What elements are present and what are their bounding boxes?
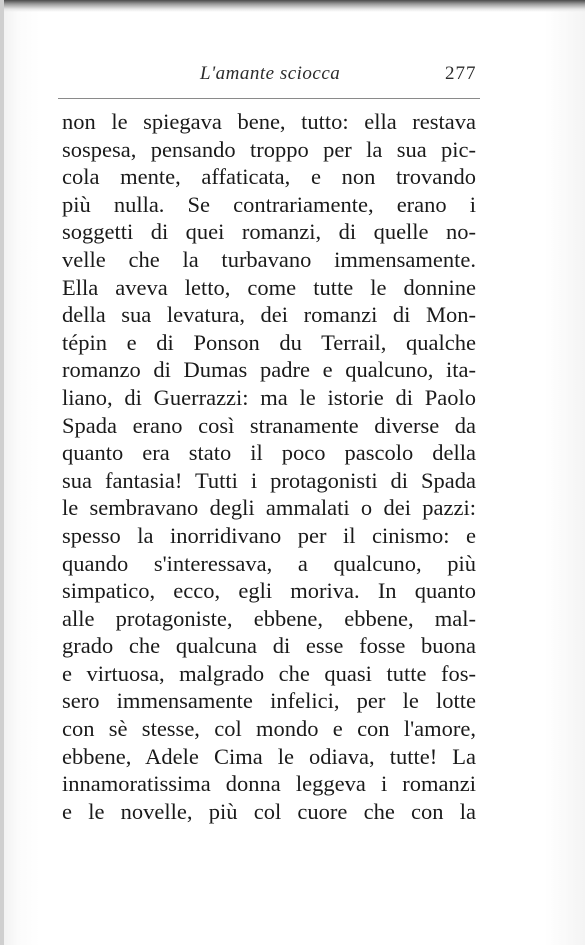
text-line: ebbene, Adele Cima le odiava, tutte! La (62, 743, 476, 769)
text-line: sua fantasia! Tutti i protagonisti di Spada (62, 467, 476, 493)
text-line: soggetti di quei romanzi, di quelle no- (62, 219, 476, 245)
text-line: simpatico, ecco, egli moriva. In quanto (62, 578, 476, 604)
running-title: L'amante sciocca (200, 63, 341, 84)
text-line: sospesa, pensando troppo per la sua pic- (62, 136, 476, 162)
text-line: romanzo di Dumas padre e qualcuno, ita- (62, 357, 476, 383)
text-line: più nulla. Se contrariamente, erano i (62, 191, 476, 217)
text-line: alle protagoniste, ebbene, ebbene, mal- (62, 605, 476, 631)
text-line: tépin e di Ponson du Terrail, qualche (62, 329, 476, 355)
text-line: velle che la turbavano immensamente. (62, 246, 476, 272)
header-rule (58, 98, 480, 99)
text-line: Spada erano così stranamente diverse da (62, 412, 476, 438)
text-line: innamoratissima donna leggeva i romanzi (62, 771, 476, 797)
running-header (0, 60, 585, 90)
scan-top-edge (0, 0, 585, 12)
text-line: con sè stesse, col mondo e con l'amore, (62, 716, 476, 742)
text-line: quando s'interessava, a qualcuno, più (62, 550, 476, 576)
text-line: grado che qualcuna di esse fosse buona (62, 633, 476, 659)
text-line: spesso la inorridivano per il cinismo: e (62, 522, 476, 548)
text-line: non le spiegava bene, tutto: ella restava (62, 109, 476, 134)
text-line: e le novelle, più col cuore che con la (62, 798, 476, 824)
text-line: cola mente, affaticata, e non trovando (62, 164, 476, 190)
body-text (62, 108, 476, 825)
text-line: quanto era stato il poco pascolo della (62, 440, 476, 466)
text-line: e virtuosa, malgrado che quasi tutte fos- (62, 660, 476, 686)
page-number: 277 (445, 63, 477, 84)
scan-left-edge (0, 0, 4, 945)
text-line: della sua levatura, dei romanzi di Mon- (62, 302, 476, 328)
text-line: Ella aveva letto, come tutte le donnine (62, 274, 476, 300)
text-line: liano, di Guerrazzi: ma le istorie di Paolo (62, 384, 476, 410)
text-line: le sembravano degli ammalati o dei pazzi: (62, 495, 476, 521)
text-line: sero immensamente infelici, per le lotte (62, 688, 476, 714)
